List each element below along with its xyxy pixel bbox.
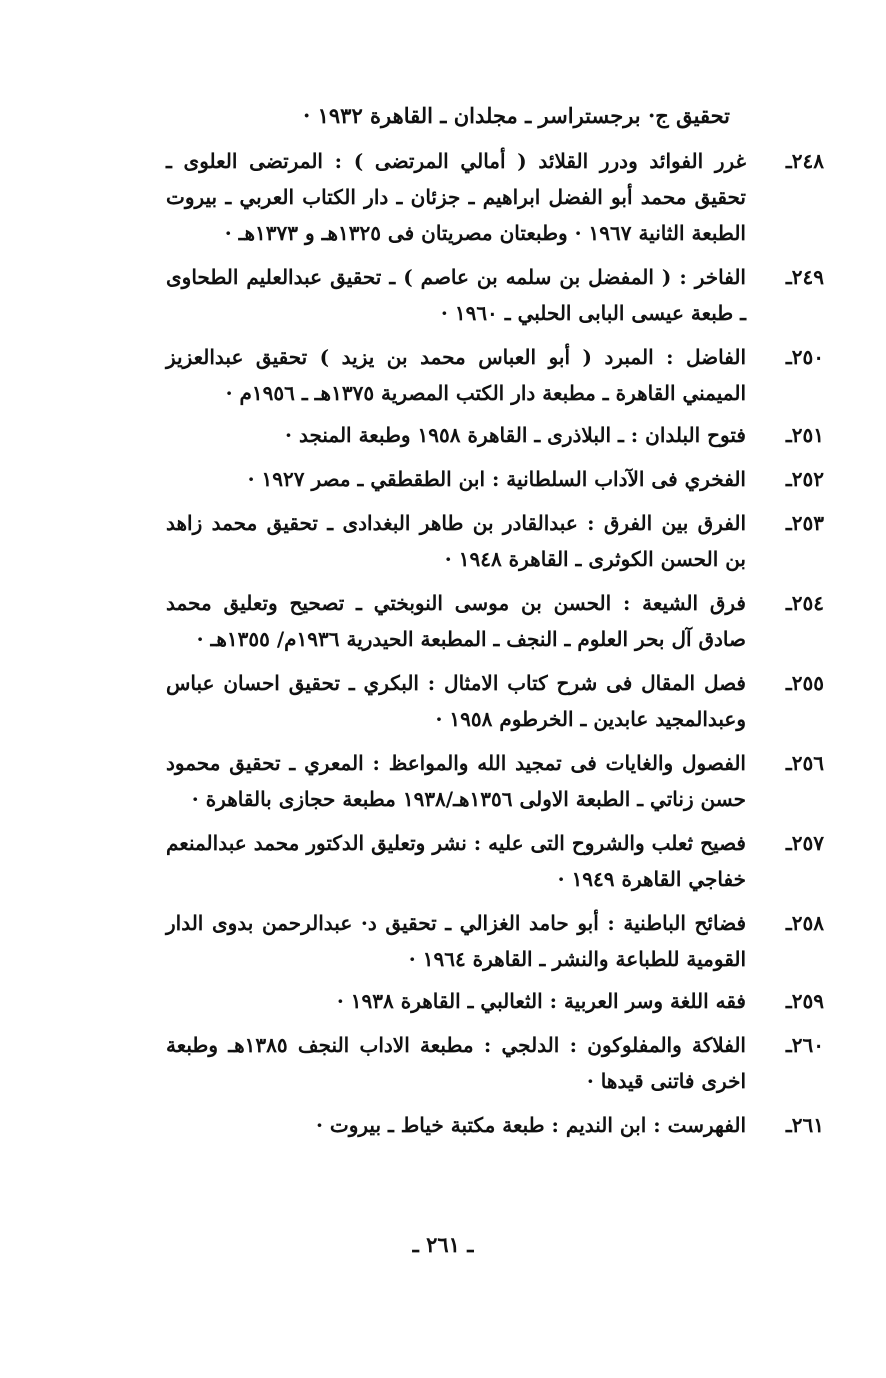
bibliography-entry [144,417,824,453]
bibliography-list [144,143,824,1143]
entry-text: فصل المقال فى شرح كتاب الامثال : البكري ـ تحقيق احسان عباس وعبدالمجيد عابدين ـ الخرطوم ١٩٥٨ · [166,671,746,731]
bibliography-entry [144,983,824,1019]
bibliography-entry [144,1027,824,1099]
entry-text: فرق الشيعة : الحسن بن موسى النوبختي ـ تصحيح وتعليق محمد صادق آل بحر العلوم ـ النجف ـ المطبعة الحيدرية ١٩٣٦م/ ١٣٥٥هـ · [166,591,746,651]
entry-text: فضائح الباطنية : أبو حامد الغزالي ـ تحقيق د· عبدالرحمن بدوى الدار القومية للطباعة والنشر ـ القاهرة ١٩٦٤ · [166,911,746,971]
entry-number: ٢٤٩ـ [785,265,824,289]
entry-number: ٢٥١ـ [785,423,824,447]
bibliography-entry [144,143,824,251]
entry-number: ٢٥٢ـ [785,467,824,491]
entry-text: الفاخر : ( المفضل بن سلمه بن عاصم ) ـ تحقيق عبدالعليم الطحاوى ـ طبعة عيسى البابى الحلبي ـ ١٩٦٠ · [166,265,746,325]
page-number: ـ ٢٦١ ـ [412,1232,474,1257]
entry-number: ٢٥٤ـ [785,591,824,615]
bibliography-entry [144,339,824,411]
continuation-line: تحقيق ج· برجستراسر ـ مجلدان ـ القاهرة ١٩٣٢ · [302,103,730,128]
entry-number: ٢٦١ـ [785,1113,824,1137]
entry-text: غرر الفوائد ودرر القلائد ( أمالي المرتضى ) : المرتضى العلوى ـ تحقيق محمد أبو الفضل ابراهيم ـ جزئان ـ دار الكتاب العربي ـ بيروت الطبعة الثانية ١٩٦٧ · وطبعتان مصريتان فى ١٣٢٥هـ و ١٣٧٣هـ · [166,149,746,245]
bibliography-entry [144,905,824,977]
entry-text: فتوح البلدان : ـ البلاذرى ـ القاهرة ١٩٥٨ وطبعة المنجد · [285,423,746,447]
bibliography-entry [144,505,824,577]
entry-number: ٢٤٨ـ [785,149,824,173]
entry-number: ٢٦٠ـ [785,1033,824,1057]
bibliography-entry [144,1107,824,1143]
entry-text: الفاضل : المبرد ( أبو العباس محمد بن يزيد ) تحقيق عبدالعزيز الميمني القاهرة ـ مطبعة دار الكتب المصرية ١٣٧٥هـ ـ ١٩٥٦م · [166,345,746,405]
entry-number: ٢٥٣ـ [785,511,824,535]
bibliography-entry [144,461,824,497]
entry-text: الفصول والغايات فى تمجيد الله والمواعظ : المعري ـ تحقيق محمود حسن زناتي ـ الطبعة الاولى ١٣٥٦هـ/١٩٣٨ مطبعة حجازى بالقاهرة · [166,751,746,811]
entry-number: ٢٥٧ـ [785,831,824,855]
bibliography-entry [144,259,824,331]
entry-number: ٢٥٥ـ [785,671,824,695]
entry-text: فصيح ثعلب والشروح التى عليه : نشر وتعليق الدكتور محمد عبدالمنعم خفاجي القاهرة ١٩٤٩ · [166,831,746,891]
entry-text: فقه اللغة وسر العربية : الثعالبي ـ القاهرة ١٩٣٨ · [336,989,746,1013]
entry-text: الفرق بين الفرق : عبدالقادر بن طاهر البغدادى ـ تحقيق محمد زاهد بن الحسن الكوثرى ـ القاهرة ١٩٤٨ · [166,511,746,571]
entry-number: ٢٥٩ـ [785,989,824,1013]
bibliography-entry [144,825,824,897]
entry-text: الفخري فى الآداب السلطانية : ابن الطقطقي ـ مصر ١٩٢٧ · [247,467,746,491]
bibliography-entry [144,665,824,737]
entry-text: الفلاكة والمفلوكون : الدلجي : مطبعة الاداب النجف ١٣٨٥هـ وطبعة اخرى فاتنى قيدها · [166,1033,746,1093]
entry-number: ٢٥٠ـ [785,345,824,369]
entry-number: ٢٥٨ـ [785,911,824,935]
entry-number: ٢٥٦ـ [785,751,824,775]
bibliography-entry [144,585,824,657]
entry-text: الفهرست : ابن النديم : طبعة مكتبة خياط ـ بيروت · [315,1113,746,1137]
bibliography-entry [144,745,824,817]
